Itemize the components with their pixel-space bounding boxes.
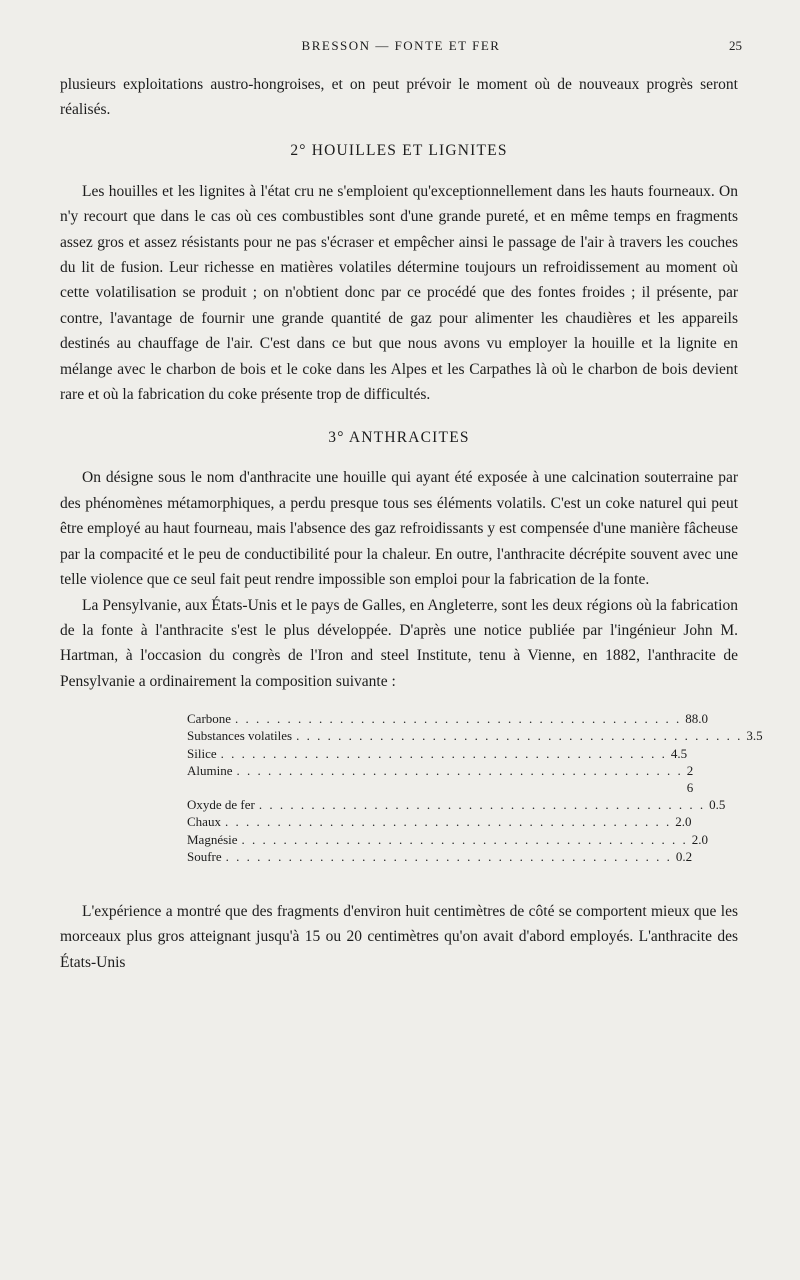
composition-value: 4.5 (670, 745, 688, 761)
composition-row (187, 813, 692, 830)
composition-value: 2.0 (675, 814, 692, 830)
intro-paragraph: plusieurs exploitations austro-hongroises, et on peut prévoir le moment où de nouveaux progrès seront réalisés. (60, 76, 738, 119)
composition-value: 2 6 (686, 762, 694, 795)
composition-label: Carbone (187, 711, 232, 727)
composition-row (187, 796, 726, 813)
composition-label: Silice (187, 745, 217, 761)
composition-label: Oxyde de fer (187, 797, 255, 813)
page-number: 25 (729, 38, 742, 53)
composition-label: Magnésie (187, 831, 238, 847)
leader-dots: . . . . . . . . . . . . . . . . . . . . . . . . . . . . . . . . . . . . . . . . . . . (225, 848, 672, 864)
paragraph-anthracite-definition: On désigne sous le nom d'anthracite une houille qui ayant été exposée à une calcination souterraine par des phénomènes métamorphiques, a perdu presque tous ses éléments volatils. C'est un coke naturel qui peut être employé au haut fourneau, mais l'absence des gaz refroidissants y est compensée d'une manière fâcheuse par la compacité et le peu de conductibilité pour la chaleur. En outre, l'anthracite décrépite souvent avec une telle violence que ce seul fait peut rendre impossible son emploi pour la fabrication de la fonte. (60, 469, 738, 589)
composition-label: Soufre (187, 848, 222, 864)
running-header (60, 38, 742, 54)
section-heading-houilles: 2° HOUILLES ET LIGNITES (290, 141, 508, 159)
leader-dots: . . . . . . . . . . . . . . . . . . . . . . . . . . . . . . . . . . . . . . . . . . . (258, 797, 706, 813)
composition-row (187, 745, 688, 762)
composition-label: Chaux (187, 814, 221, 830)
leader-dots: . . . . . . . . . . . . . . . . . . . . . . . . . . . . . . . . . . . . . . . . . . . (241, 831, 688, 847)
composition-label: Alumine (187, 762, 233, 778)
leader-dots: . . . . . . . . . . . . . . . . . . . . . . . . . . . . . . . . . . . . . . . . . . . (220, 745, 667, 761)
leader-dots: . . . . . . . . . . . . . . . . . . . . . . . . . . . . . . . . . . . . . . . . . . . (235, 711, 682, 727)
running-title: BRESSON — FONTE ET FER (301, 38, 501, 53)
composition-value: 0.5 (709, 797, 726, 813)
paragraph-houilles: Les houilles et les lignites à l'état cru ne s'emploient qu'exceptionnellement dans les hauts fourneaux. On n'y recourt que dans le cas où ces combustibles sont d'une grande pureté, et en même temps en fragments assez gros et assez résistants pour ne pas s'écraser et empêcher ainsi le passage de l'air à travers les couches du lit de fusion. Leur richesse en matières volatiles détermine toujours un refroidissement au moment où cette volatilisation se produit ; on n'obtient donc par ce procédé que des fontes froides ; il présente, par contre, l'avantage de fournir une grande quantité de gaz pour alimenter les chaudières et les appareils destinés au chauffage de l'air. C'est dans ce but que nous avons vu employer la houille et la lignite en mélange avec le charbon de bois et le coke dans les Alpes et les Carpathes là où le charbon de bois devient rare et où la fabrication du coke présente trop de difficultés. (60, 182, 738, 404)
leader-dots: . . . . . . . . . . . . . . . . . . . . . . . . . . . . . . . . . . . . . . . . . . . (296, 728, 743, 744)
composition-value: 0.2 (675, 848, 693, 864)
leader-dots: . . . . . . . . . . . . . . . . . . . . . . . . . . . . . . . . . . . . . . . . . . . (236, 762, 683, 778)
page-body (60, 72, 763, 975)
paragraph-anthracite-regions: La Pensylvanie, aux États-Unis et le pays de Galles, en Angleterre, sont les deux régions où la fabrication de la fonte à l'anthracite s'est le plus développée. D'après une notice publiée par l'ingénieur John M. Hartman, à l'occasion du congrès de l'Iron and steel Institute, tenu à Vienne, en 1882, l'anthracite de Pensylvanie a ordinairement la composition suivante : (60, 596, 738, 690)
composition-row (187, 831, 709, 848)
composition-row (187, 848, 693, 865)
composition-value: 3.5 (746, 728, 763, 744)
leader-dots: . . . . . . . . . . . . . . . . . . . . . . . . . . . . . . . . . . . . . . . . . . . (224, 814, 672, 830)
composition-row (187, 727, 763, 744)
composition-value: 2.0 (691, 831, 709, 847)
composition-label: Substances volatiles (187, 728, 293, 744)
composition-row (187, 762, 694, 796)
composition-table (187, 710, 763, 865)
composition-row (187, 710, 709, 727)
section-heading-anthracites: 3° ANTHRACITES (328, 429, 470, 447)
composition-value: 88.0 (685, 711, 709, 727)
paragraph-anthracite-fragments: L'expérience a montré que des fragments d'environ huit centimètres de côté se comportent mieux que les morceaux plus gros atteignant jusqu'à 15 ou 20 centimètres qu'on avait d'abord employés. L'anthracite des États-Unis (60, 902, 738, 971)
